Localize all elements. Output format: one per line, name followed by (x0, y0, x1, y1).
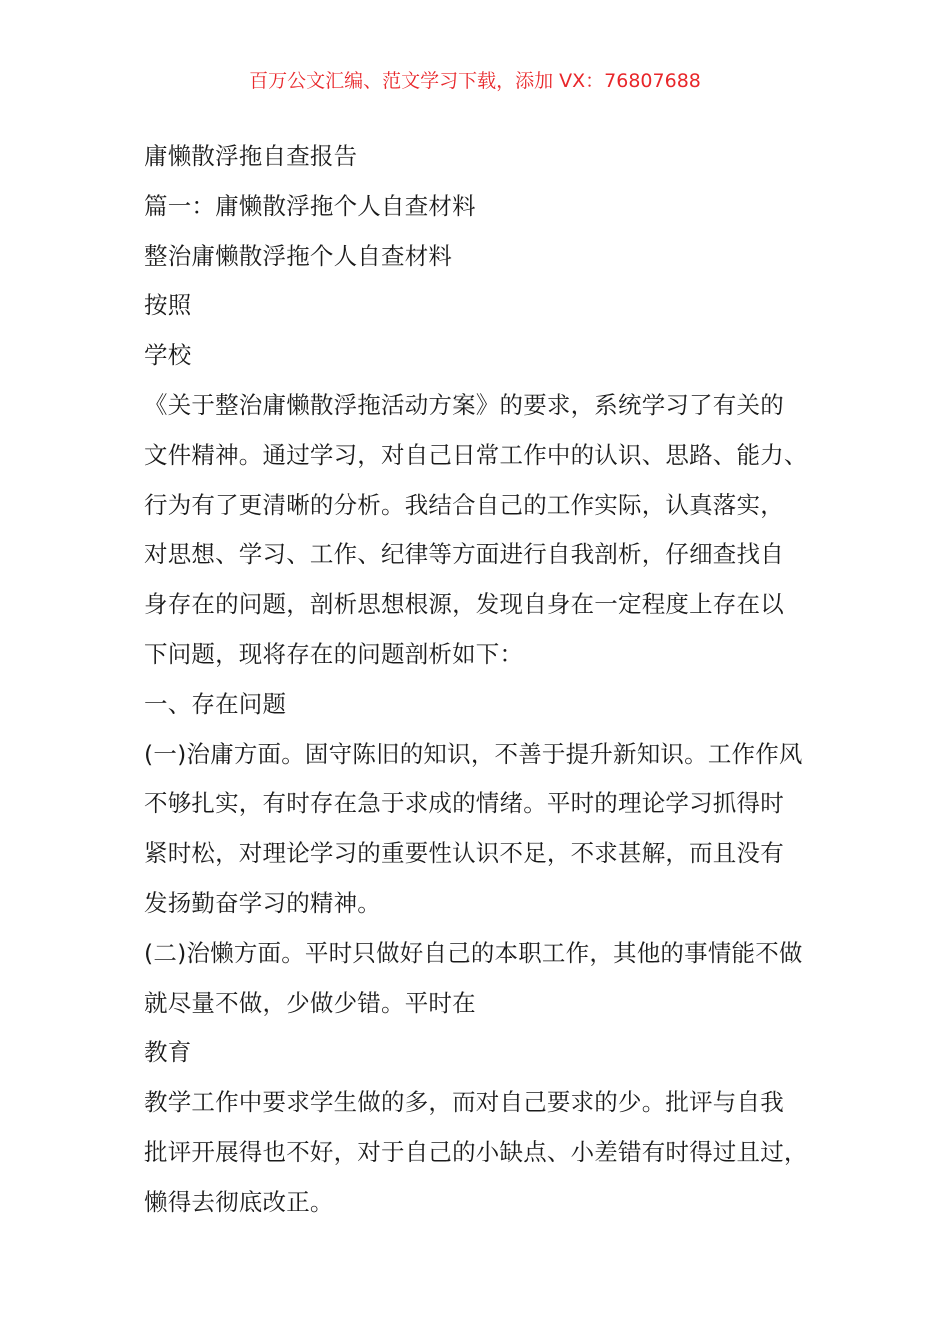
text-line: (二)治懒方面。平时只做好自己的本职工作，其他的事情能不做 (144, 938, 803, 967)
text-line: 懒得去彻底改正。 (144, 1187, 334, 1216)
section-heading: 一、存在问题 (144, 689, 287, 718)
text-line: 就尽量不做，少做少错。平时在 (144, 988, 476, 1017)
text-line: 对思想、学习、工作、纪律等方面进行自我剖析，仔细查找自 (144, 540, 784, 569)
text-line: 不够扎实，有时存在急于求成的情绪。平时的理论学习抓得时 (144, 789, 784, 818)
text-line: 身存在的问题，剖析思想根源，发现自身在一定程度上存在以 (144, 590, 784, 619)
text-line: 教育 (144, 1038, 192, 1067)
text-line: 批评开展得也不好，对于自己的小缺点、小差错有时得过且过， (144, 1137, 808, 1166)
text-line: 行为有了更清晰的分析。我结合自己的工作实际，认真落实， (144, 490, 784, 519)
text-line: (一)治庸方面。固守陈旧的知识，不善于提升新知识。工作作风 (144, 739, 803, 768)
text-line: 紧时松，对理论学习的重要性认识不足，不求甚解，而且没有 (144, 839, 784, 868)
document-body (144, 132, 834, 1228)
text-line: 《关于整治庸懒散浮拖活动方案》的要求，系统学习了有关的 (144, 390, 784, 419)
document-title: 庸懒散浮拖自查报告 (144, 142, 358, 170)
text-line: 按照 (144, 291, 192, 320)
text-line: 发扬勤奋学习的精神。 (144, 888, 381, 917)
text-line: 学校 (144, 341, 192, 370)
text-line: 教学工作中要求学生做的多，而对自己要求的少。批评与自我 (144, 1088, 784, 1117)
text-line: 文件精神。通过学习，对自己日常工作中的认识、思路、能力、 (144, 440, 808, 469)
text-line: 下问题，现将存在的问题剖析如下： (144, 639, 524, 668)
subtitle: 整治庸懒散浮拖个人自查材料 (144, 241, 453, 270)
watermark-header: 百万公文汇编、范文学习下载，添加 VX：76807688 (249, 70, 701, 92)
section-heading: 篇一：庸懒散浮拖个人自查材料 (144, 191, 476, 220)
